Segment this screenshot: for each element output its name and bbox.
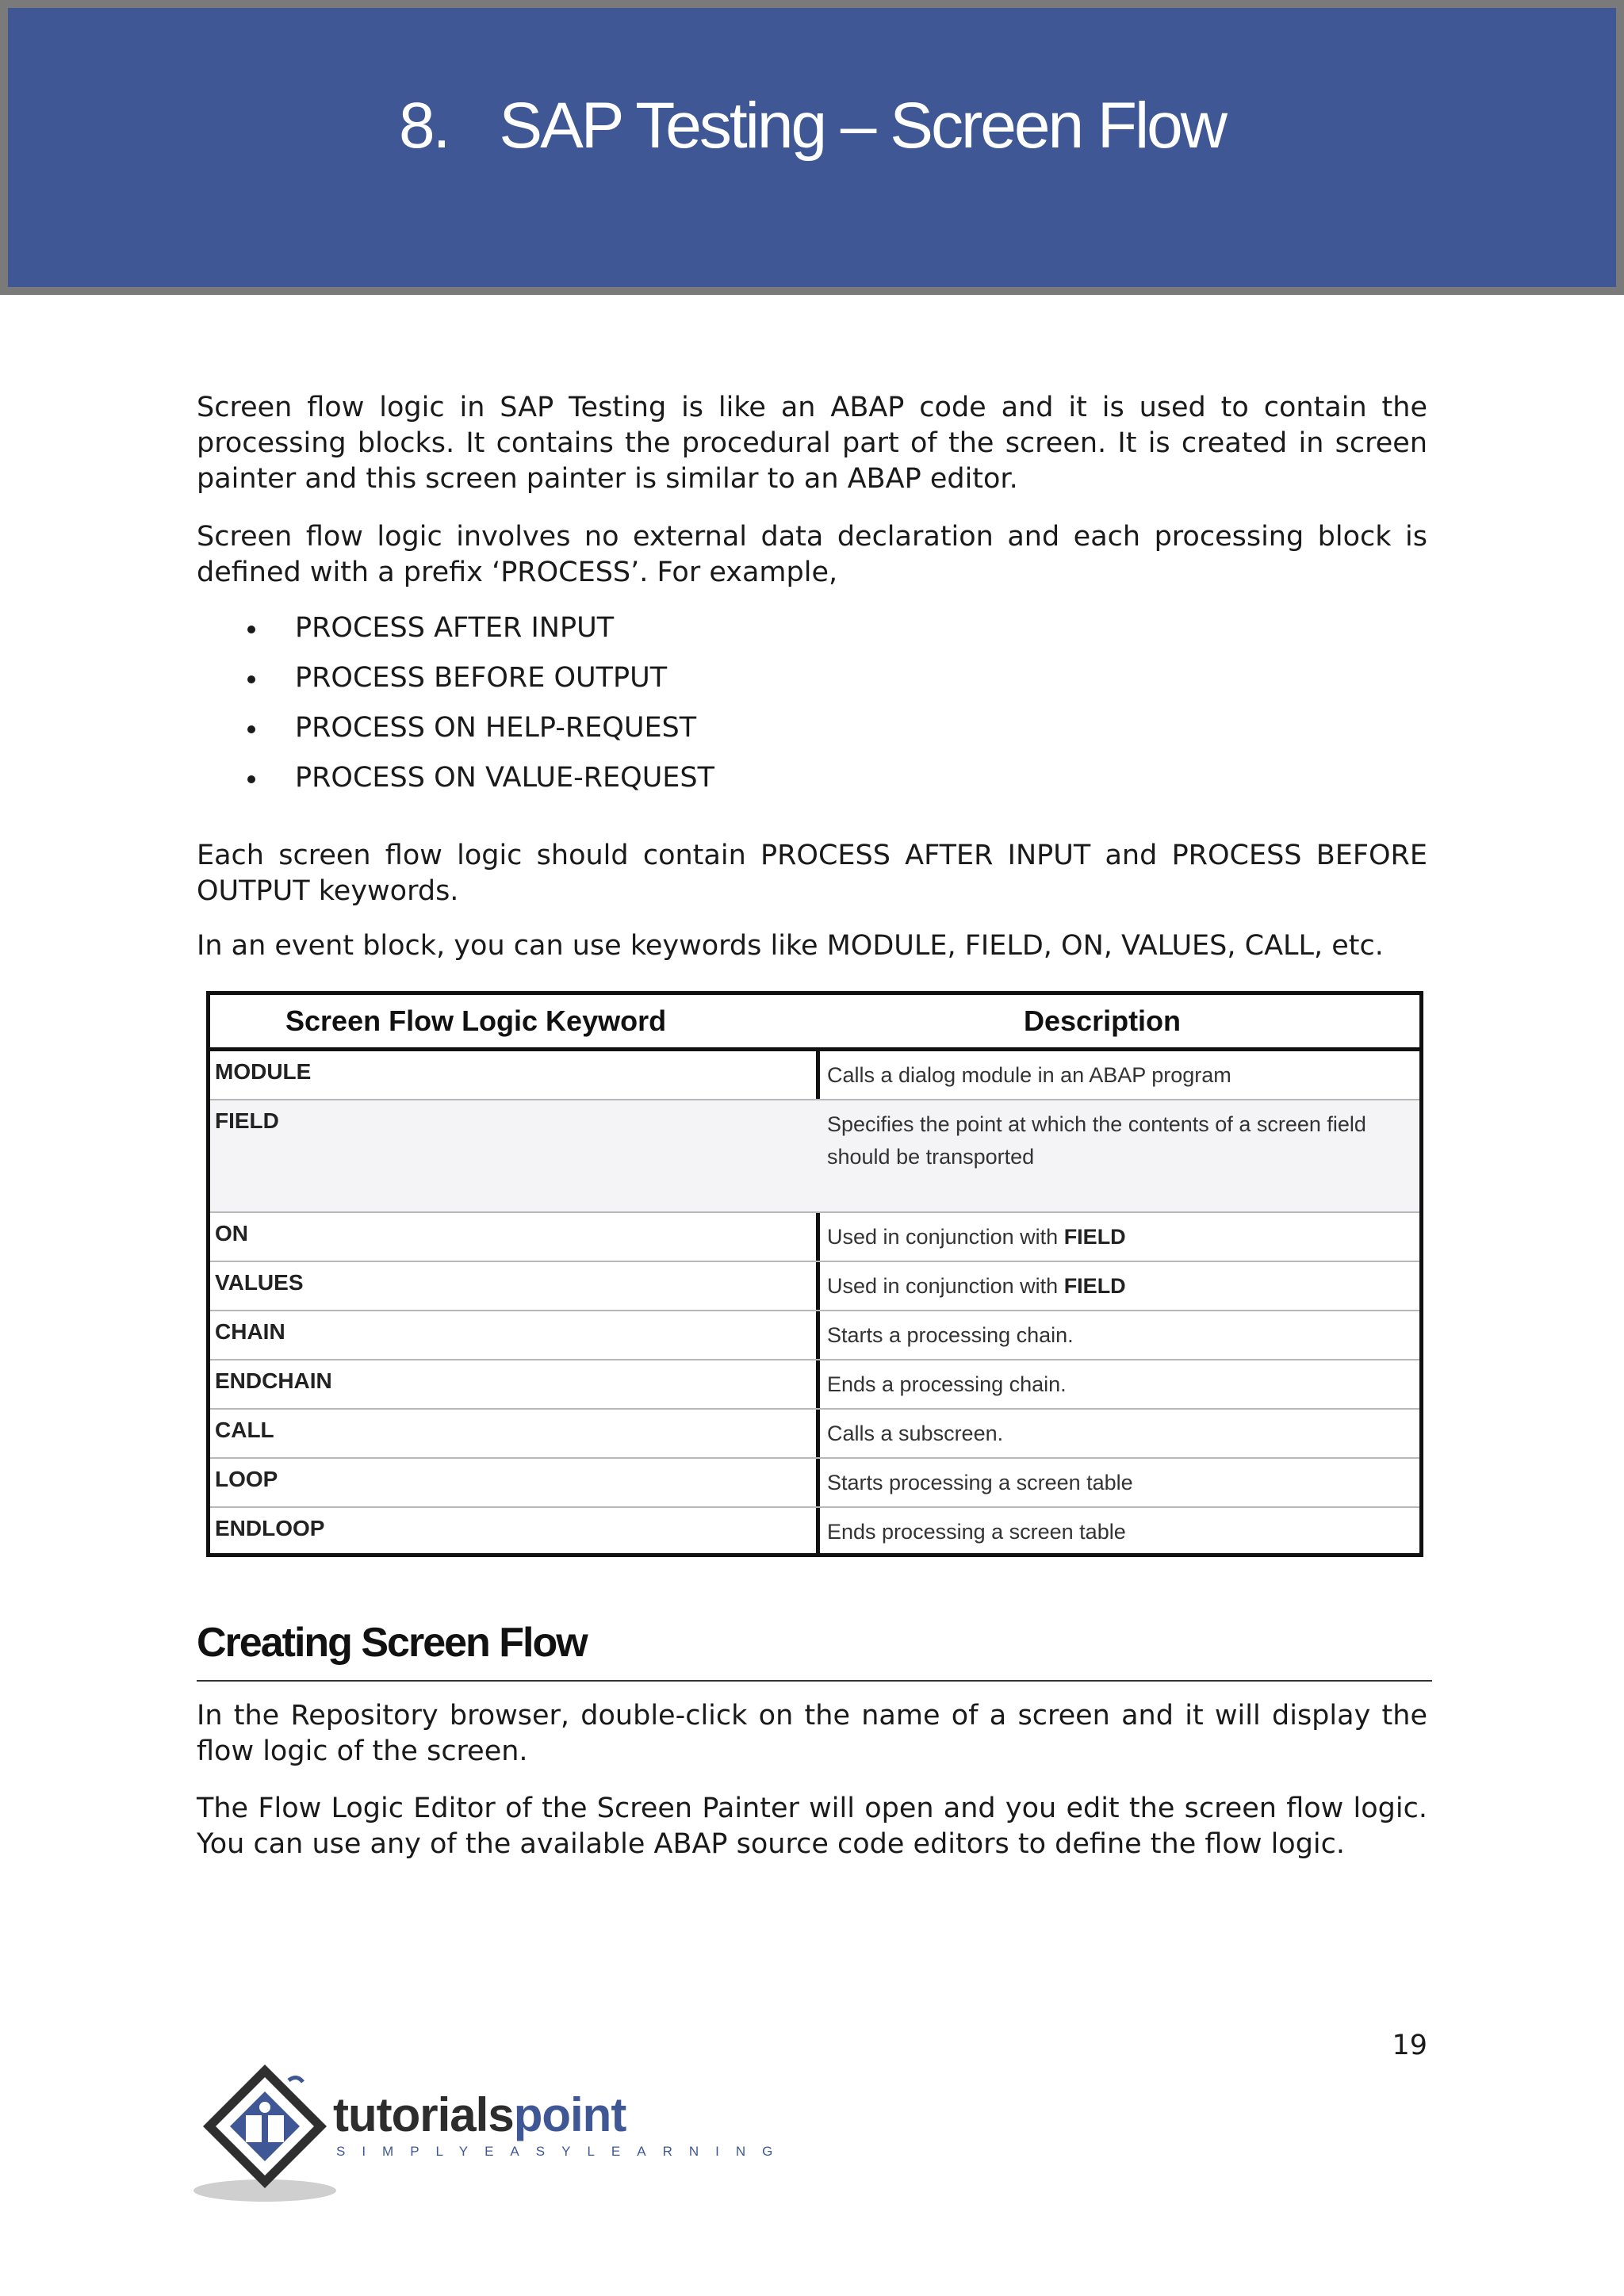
bullet-icon xyxy=(247,725,255,733)
intro-paragraph-1-block xyxy=(197,390,1427,497)
logo-tagline: SIMPLYEASYLEARNING xyxy=(336,2144,790,2159)
table-cell-description: Ends processing a screen table xyxy=(827,1520,1126,1544)
table-cell-keyword: VALUES xyxy=(215,1270,304,1295)
table-cell-description: Used in conjunction with FIELD xyxy=(827,1274,1126,1298)
keyword-table xyxy=(206,991,1423,1557)
table-header-description: Description xyxy=(1024,1004,1182,1037)
intro-paragraph-1: Screen flow logic in SAP Testing is like an ABAP code and it is used to contain the processing blocks. It contains the procedural part of the screen. It is created in screen painter and this screen painter is similar to an ABAP editor. xyxy=(197,392,1427,495)
paragraph-5: In the Repository browser, double-click on the name of a screen and it will display the flow logic of the screen. xyxy=(197,1700,1427,1767)
process-keyword-list xyxy=(197,610,714,810)
section-divider xyxy=(197,1680,1432,1682)
table-cell-keyword: CHAIN xyxy=(215,1319,285,1344)
table-cell-keyword: LOOP xyxy=(215,1467,278,1491)
table-cell-keyword: ENDLOOP xyxy=(215,1516,325,1540)
section-heading: Creating Screen Flow xyxy=(197,1620,587,1666)
table-row xyxy=(210,1410,1419,1459)
table-cell-description: Calls a subscreen. xyxy=(827,1422,1004,1445)
table-cell-keyword: MODULE xyxy=(215,1059,312,1084)
logo-diamond-icon xyxy=(193,2060,336,2202)
table-row xyxy=(210,1459,1419,1508)
list-item: PROCESS BEFORE OUTPUT xyxy=(197,660,714,710)
bullet-icon xyxy=(247,626,255,633)
table-row xyxy=(210,1311,1419,1360)
chapter-title xyxy=(8,90,1616,162)
list-item: PROCESS ON VALUE-REQUEST xyxy=(197,760,714,810)
bullet-icon xyxy=(247,775,255,783)
paragraph-3-block xyxy=(197,838,1427,909)
table-cell-description: Specifies the point at which the contents of a screen field should be transported xyxy=(827,1112,1366,1169)
table-row xyxy=(210,1051,1419,1100)
table-cell-description: Starts a processing chain. xyxy=(827,1323,1074,1347)
table-row xyxy=(210,1100,1419,1213)
paragraph-4: In an event block, you can use keywords like MODULE, FIELD, ON, VALUES, CALL, etc. xyxy=(197,930,1384,962)
chapter-number: 8. xyxy=(399,90,449,162)
tutorialspoint-logo xyxy=(193,2060,790,2202)
paragraph-5-block xyxy=(197,1698,1427,1770)
paragraph-6-block xyxy=(197,1791,1427,1862)
logo-wordmark: tutorialspoint xyxy=(333,2088,626,2141)
list-item: PROCESS ON HELP-REQUEST xyxy=(197,710,714,760)
page-number: 19 xyxy=(1392,2030,1427,2061)
table-row xyxy=(210,1508,1419,1553)
table-row xyxy=(210,1262,1419,1311)
paragraph-6: The Flow Logic Editor of the Screen Painter will open and you edit the screen flow logic. You can use any of the available ABAP source code editors to define the flow logic. xyxy=(197,1793,1427,1860)
table-row xyxy=(210,1213,1419,1262)
table-header-row xyxy=(210,995,1419,1051)
paragraph-4-block xyxy=(197,928,1427,964)
table-cell-description: Calls a dialog module in an ABAP program xyxy=(827,1063,1231,1087)
paragraph-3: Each screen flow logic should contain PROCESS AFTER INPUT and PROCESS BEFORE OUTPUT keywords. xyxy=(197,840,1427,907)
table-cell-description: Starts processing a screen table xyxy=(827,1471,1133,1494)
table-cell-description: Used in conjunction with FIELD xyxy=(827,1225,1126,1249)
table-row xyxy=(210,1360,1419,1410)
bullet-icon xyxy=(247,675,255,683)
intro-paragraph-2: Screen flow logic involves no external data declaration and each processing block is defined with a prefix ‘PROCESS’. For example, xyxy=(197,521,1427,588)
table-header-keyword: Screen Flow Logic Keyword xyxy=(285,1004,667,1037)
table-cell-keyword: FIELD xyxy=(215,1108,279,1133)
table-cell-keyword: ON xyxy=(215,1221,248,1246)
table-cell-keyword: CALL xyxy=(215,1418,274,1442)
chapter-header-banner xyxy=(0,0,1624,295)
table-cell-keyword: ENDCHAIN xyxy=(215,1368,332,1393)
table-cell-description: Ends a processing chain. xyxy=(827,1372,1067,1396)
intro-paragraph-2-block xyxy=(197,519,1427,591)
chapter-title-text: SAP Testing – Screen Flow xyxy=(499,90,1225,162)
list-item: PROCESS AFTER INPUT xyxy=(197,610,714,660)
